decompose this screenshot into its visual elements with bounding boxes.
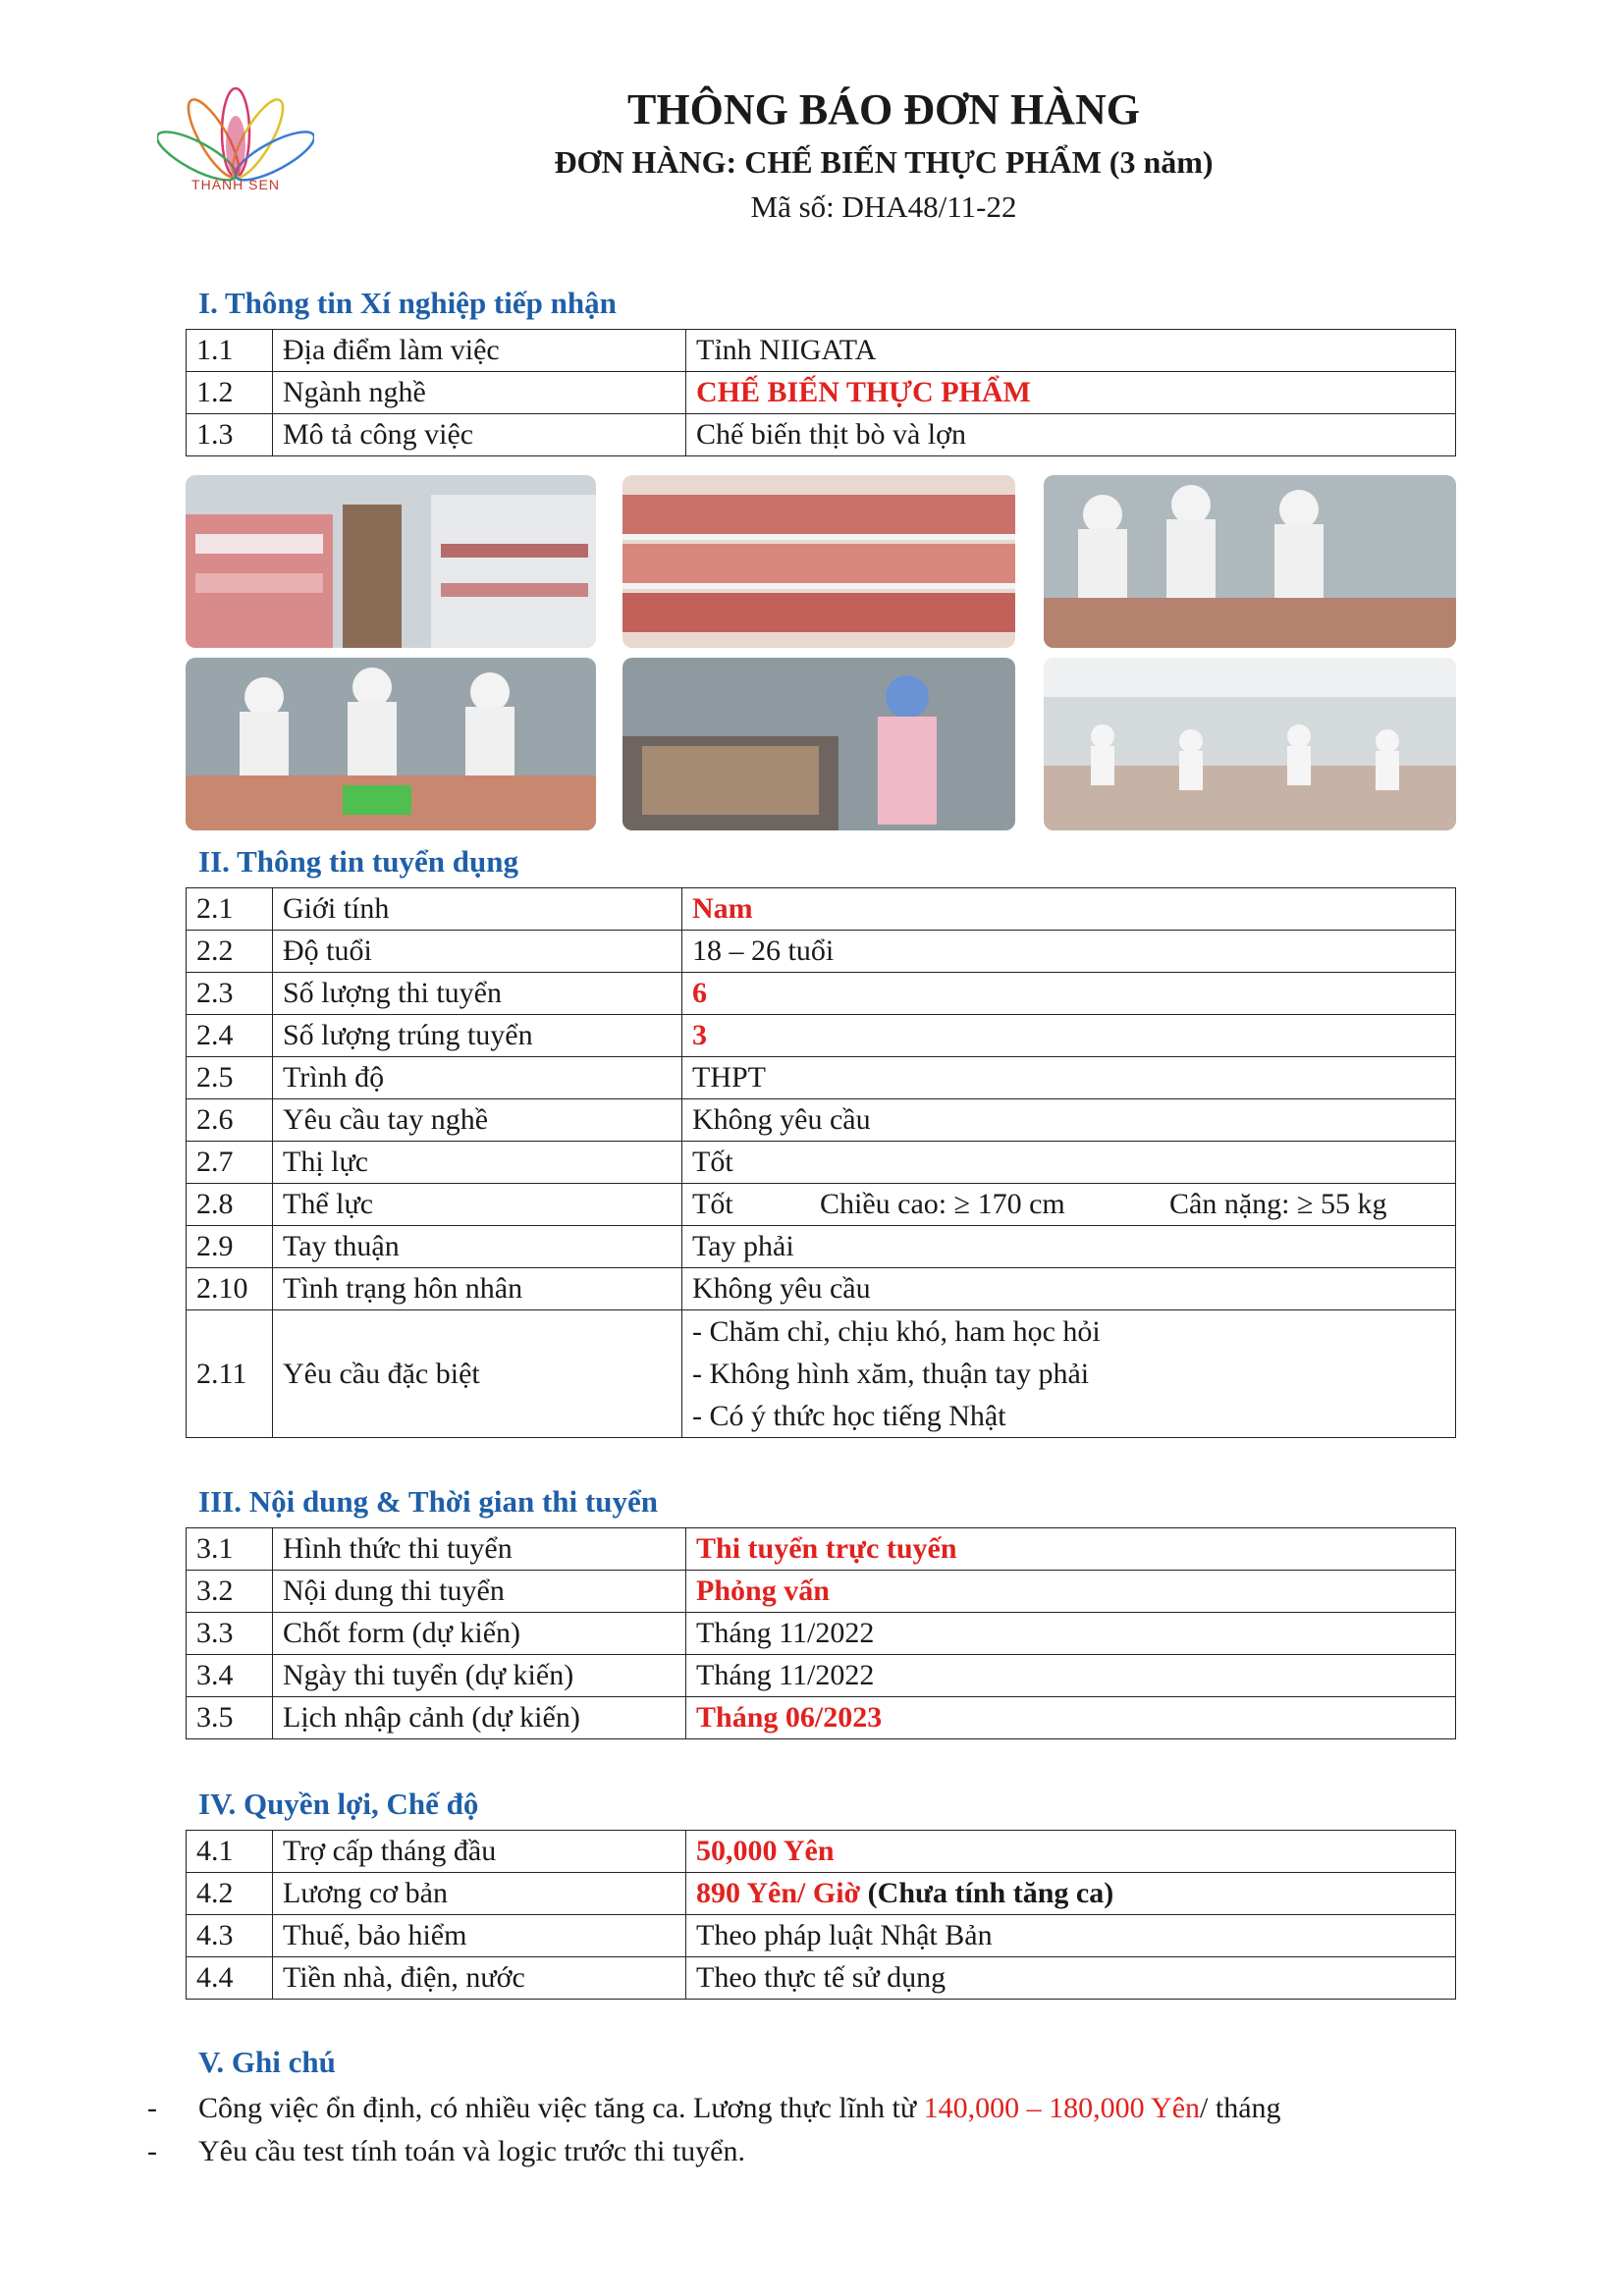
row-value: Không yêu cầu [682, 1268, 1456, 1310]
row-number: 4.3 [187, 1915, 273, 1957]
row-label: Trình độ [273, 1057, 682, 1099]
row-label: Ngày thi tuyển (dự kiến) [273, 1655, 686, 1697]
table-row [187, 1226, 1456, 1268]
row-value: Thi tuyển trực tuyến [686, 1528, 1456, 1571]
row-label: Địa điểm làm việc [273, 330, 686, 372]
row-number: 3.3 [187, 1613, 273, 1655]
row-label: Hình thức thi tuyển [273, 1528, 686, 1571]
row-label: Số lượng thi tuyển [273, 973, 682, 1015]
row-value: 18 – 26 tuổi [682, 931, 1456, 973]
list-item: - Yêu cầu test tính toán và logic trước thi tuyển. [147, 2135, 745, 2167]
section4-title: IV. Quyền lợi, Chế độ [198, 1787, 479, 1821]
table-row [187, 1655, 1456, 1697]
table-row [187, 1184, 1456, 1226]
row-value: Tháng 11/2022 [686, 1655, 1456, 1697]
row-value: 50,000 Yên [686, 1831, 1456, 1873]
row-number: 2.4 [187, 1015, 273, 1057]
row-number: 1.2 [187, 372, 273, 414]
row-number: 1.1 [187, 330, 273, 372]
row-label: Lịch nhập cảnh (dự kiến) [273, 1697, 686, 1739]
row-number: 2.3 [187, 973, 273, 1015]
document-title: THÔNG BÁO ĐƠN HÀNG [627, 85, 1140, 133]
table-row [187, 1873, 1456, 1915]
row-label: Lương cơ bản [273, 1873, 686, 1915]
row-number: 2.1 [187, 888, 273, 931]
table-row [187, 1613, 1456, 1655]
row-label: Nội dung thi tuyển [273, 1571, 686, 1613]
row-number: 2.9 [187, 1226, 273, 1268]
row-label: Trợ cấp tháng đầu [273, 1831, 686, 1873]
photo-workers-cutting [186, 658, 596, 830]
row-number: 2.8 [187, 1184, 273, 1226]
row-value: 6 [682, 973, 1456, 1015]
row-value: Tỉnh NIIGATA [686, 330, 1456, 372]
table-row [187, 1697, 1456, 1739]
row-value: Tay phải [682, 1226, 1456, 1268]
row-value: Theo thực tế sử dụng [686, 1957, 1456, 2000]
section2-table [186, 887, 1456, 1438]
logo-text: THÀNH SEN [191, 177, 280, 192]
note-text: Yêu cầu test tính toán và logic trước thi tuyển. [198, 2135, 745, 2167]
photo-factory [1044, 658, 1456, 830]
row-label: Giới tính [273, 888, 682, 931]
table-row [187, 1015, 1456, 1057]
salary-value: 890 Yên/ Giờ [696, 1877, 861, 1909]
table-row [187, 1268, 1456, 1310]
table-row [187, 931, 1456, 973]
table-row [187, 1957, 1456, 2000]
row-value: Tháng 11/2022 [686, 1613, 1456, 1655]
table-row [187, 1099, 1456, 1142]
list-item: - Công việc ổn định, có nhiều việc tăng ca. Lương thực lĩnh từ 140,000 – 180,000 Yên/ tháng [147, 2092, 1281, 2124]
row-label: Tình trạng hôn nhân [273, 1268, 682, 1310]
table-row [187, 1528, 1456, 1571]
requirement-line: - Không hình xăm, thuận tay phải [692, 1358, 1090, 1390]
table-row [187, 973, 1456, 1015]
table-row [187, 1571, 1456, 1613]
section1-table [186, 329, 1456, 456]
row-value [686, 1873, 1456, 1915]
row-label: Ngành nghề [273, 372, 686, 414]
row-number: 3.5 [187, 1697, 273, 1739]
weight-requirement: Cân nặng: ≥ 55 kg [1169, 1188, 1387, 1220]
row-value: Theo pháp luật Nhật Bản [686, 1915, 1456, 1957]
row-number: 2.5 [187, 1057, 273, 1099]
section1-title: I. Thông tin Xí nghiệp tiếp nhận [198, 286, 617, 320]
row-label: Chốt form (dự kiến) [273, 1613, 686, 1655]
row-value: 3 [682, 1015, 1456, 1057]
section3-title: III. Nội dung & Thời gian thi tuyển [198, 1484, 658, 1519]
row-number: 3.4 [187, 1655, 273, 1697]
row-number: 1.3 [187, 414, 273, 456]
row-number: 2.11 [187, 1310, 273, 1438]
row-label: Tay thuận [273, 1226, 682, 1268]
row-value: Phỏng vấn [686, 1571, 1456, 1613]
section5-title: V. Ghi chú [198, 2045, 336, 2079]
row-value: Không yêu cầu [682, 1099, 1456, 1142]
table-row [187, 330, 1456, 372]
photo-gallery [186, 475, 1456, 830]
notes-list [137, 2087, 1281, 2173]
row-value [682, 1184, 1456, 1226]
row-value: Tốt [682, 1142, 1456, 1184]
requirement-line: - Có ý thức học tiếng Nhật [692, 1400, 1006, 1432]
photo-worker-grill [622, 658, 1015, 830]
row-value: Nam [682, 888, 1456, 931]
table-row [187, 1831, 1456, 1873]
row-value: THPT [682, 1057, 1456, 1099]
row-value: CHẾ BIẾN THỰC PHẨM [686, 372, 1456, 414]
row-label: Mô tả công việc [273, 414, 686, 456]
fitness-value: Tốt [692, 1188, 733, 1220]
row-number: 2.10 [187, 1268, 273, 1310]
row-number: 4.2 [187, 1873, 273, 1915]
photo-store [186, 475, 596, 648]
note-text-end: / tháng [1200, 2092, 1281, 2124]
row-number: 4.4 [187, 1957, 273, 2000]
row-label: Độ tuổi [273, 931, 682, 973]
row-number: 2.7 [187, 1142, 273, 1184]
note-text: Công việc ổn định, có nhiều việc tăng ca. Lương thực lĩnh từ [198, 2092, 924, 2124]
note-highlight: 140,000 – 180,000 Yên [923, 2092, 1201, 2124]
row-label: Tiền nhà, điện, nước [273, 1957, 686, 2000]
photo-workers-line [1044, 475, 1456, 648]
table-row [187, 1310, 1456, 1438]
section3-table [186, 1527, 1456, 1739]
table-row [187, 888, 1456, 931]
document-code: Mã số: DHA48/11-22 [750, 189, 1017, 224]
section4-table [186, 1830, 1456, 2000]
requirement-line: - Chăm chỉ, chịu khó, ham học hỏi [692, 1315, 1101, 1348]
row-number: 4.1 [187, 1831, 273, 1873]
section2-title: II. Thông tin tuyển dụng [198, 844, 518, 879]
row-number: 2.6 [187, 1099, 273, 1142]
row-number: 3.2 [187, 1571, 273, 1613]
document-header [491, 80, 1276, 230]
document-subtitle: ĐƠN HÀNG: CHẾ BIẾN THỰC PHẨM (3 năm) [554, 144, 1214, 180]
salary-note: (Chưa tính tăng ca) [860, 1877, 1114, 1909]
row-label: Thuế, bảo hiểm [273, 1915, 686, 1957]
row-value: Chế biến thịt bò và lợn [686, 414, 1456, 456]
row-value [682, 1310, 1456, 1438]
row-label: Yêu cầu đặc biệt [273, 1310, 682, 1438]
height-requirement: Chiều cao: ≥ 170 cm [820, 1188, 1065, 1220]
row-label: Yêu cầu tay nghề [273, 1099, 682, 1142]
row-value: Tháng 06/2023 [686, 1697, 1456, 1739]
table-row [187, 1915, 1456, 1957]
row-label: Thị lực [273, 1142, 682, 1184]
row-number: 3.1 [187, 1528, 273, 1571]
table-row [187, 1057, 1456, 1099]
table-row [187, 414, 1456, 456]
row-number: 2.2 [187, 931, 273, 973]
table-row [187, 372, 1456, 414]
row-label: Thể lực [273, 1184, 682, 1226]
table-row [187, 1142, 1456, 1184]
photo-meat-display [622, 475, 1015, 648]
row-label: Số lượng trúng tuyển [273, 1015, 682, 1057]
